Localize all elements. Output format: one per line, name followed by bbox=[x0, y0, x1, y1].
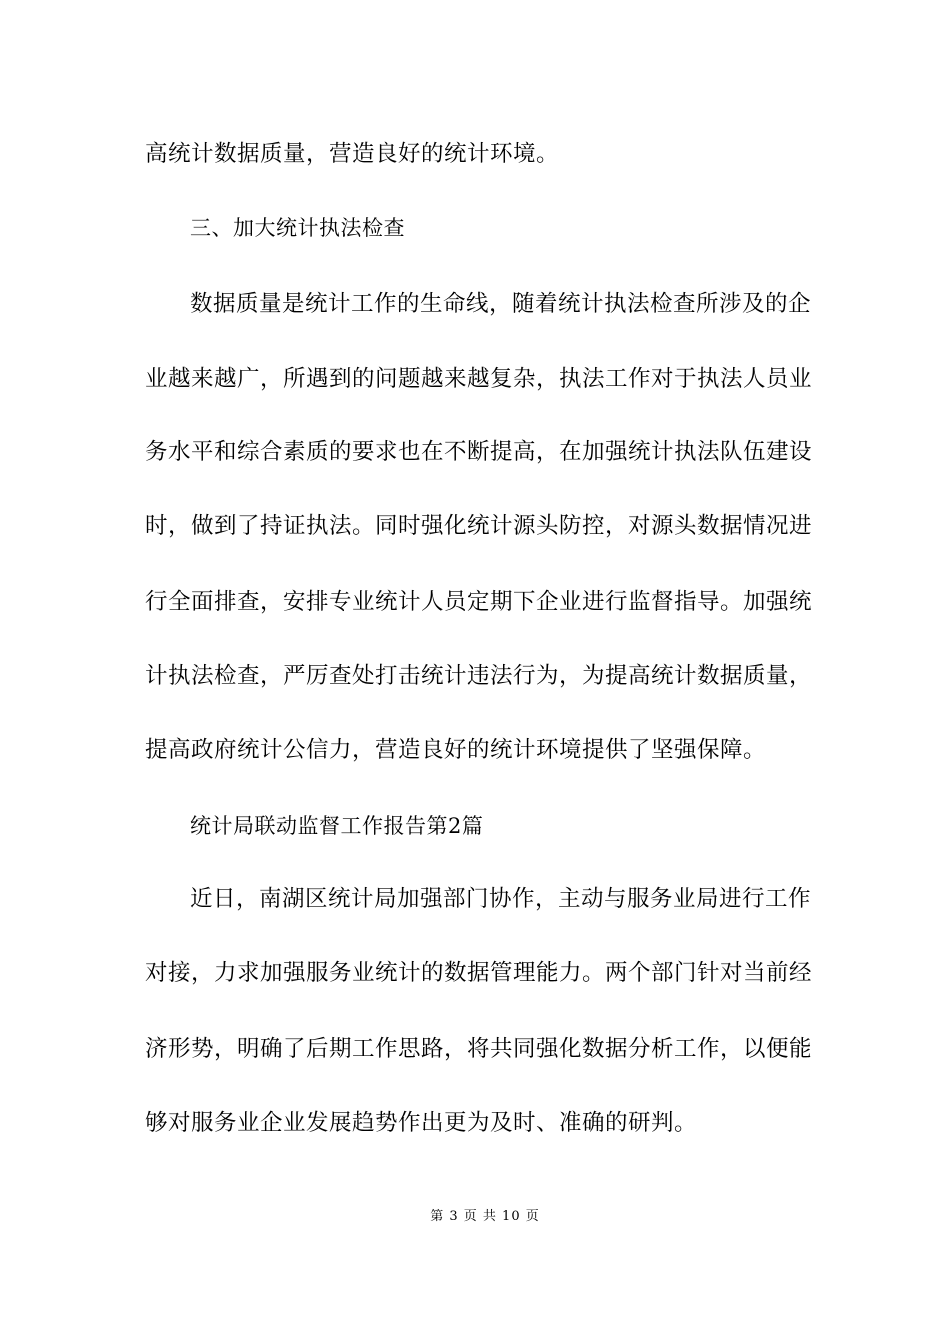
paragraph-line: 够对服务业企业发展趋势作出更为及时、准确的研判。 bbox=[145, 1110, 698, 1136]
paragraph-line: 务水平和综合素质的要求也在不断提高，在加强统计执法队伍建设 bbox=[145, 439, 813, 465]
paragraph-line: 济形势，明确了后期工作思路，将共同强化数据分析工作，以便能 bbox=[145, 1036, 813, 1062]
paragraph-line: 数据质量是统计工作的生命线，随着统计执法检查所涉及的企 bbox=[190, 291, 812, 317]
paragraph-line: 近日，南湖区统计局加强部门协作，主动与服务业局进行工作 bbox=[190, 886, 812, 912]
paragraph-line: 时，做到了持证执法。同时强化统计源头防控，对源头数据情况进 bbox=[145, 513, 813, 539]
section-heading: 三、加大统计执法检查 bbox=[190, 216, 405, 240]
paragraph-line: 业越来越广，所遇到的问题越来越复杂，执法工作对于执法人员业 bbox=[145, 366, 813, 392]
paragraph-line: 行全面排查，安排专业统计人员定期下企业进行监督指导。加强统 bbox=[145, 589, 813, 615]
page-footer: 第 3 页 共 10 页 bbox=[430, 1209, 540, 1224]
paragraph-line: 提高政府统计公信力，营造良好的统计环境提供了坚强保障。 bbox=[145, 737, 767, 763]
paragraph-line: 高统计数据质量，营造良好的统计环境。 bbox=[145, 141, 560, 167]
paragraph-line: 对接，力求加强服务业统计的数据管理能力。两个部门针对当前经 bbox=[145, 960, 813, 986]
article-title: 统计局联动监督工作报告第2篇 bbox=[190, 814, 484, 838]
paragraph-line: 计执法检查，严厉查处打击统计违法行为，为提高统计数据质量， bbox=[145, 663, 813, 689]
